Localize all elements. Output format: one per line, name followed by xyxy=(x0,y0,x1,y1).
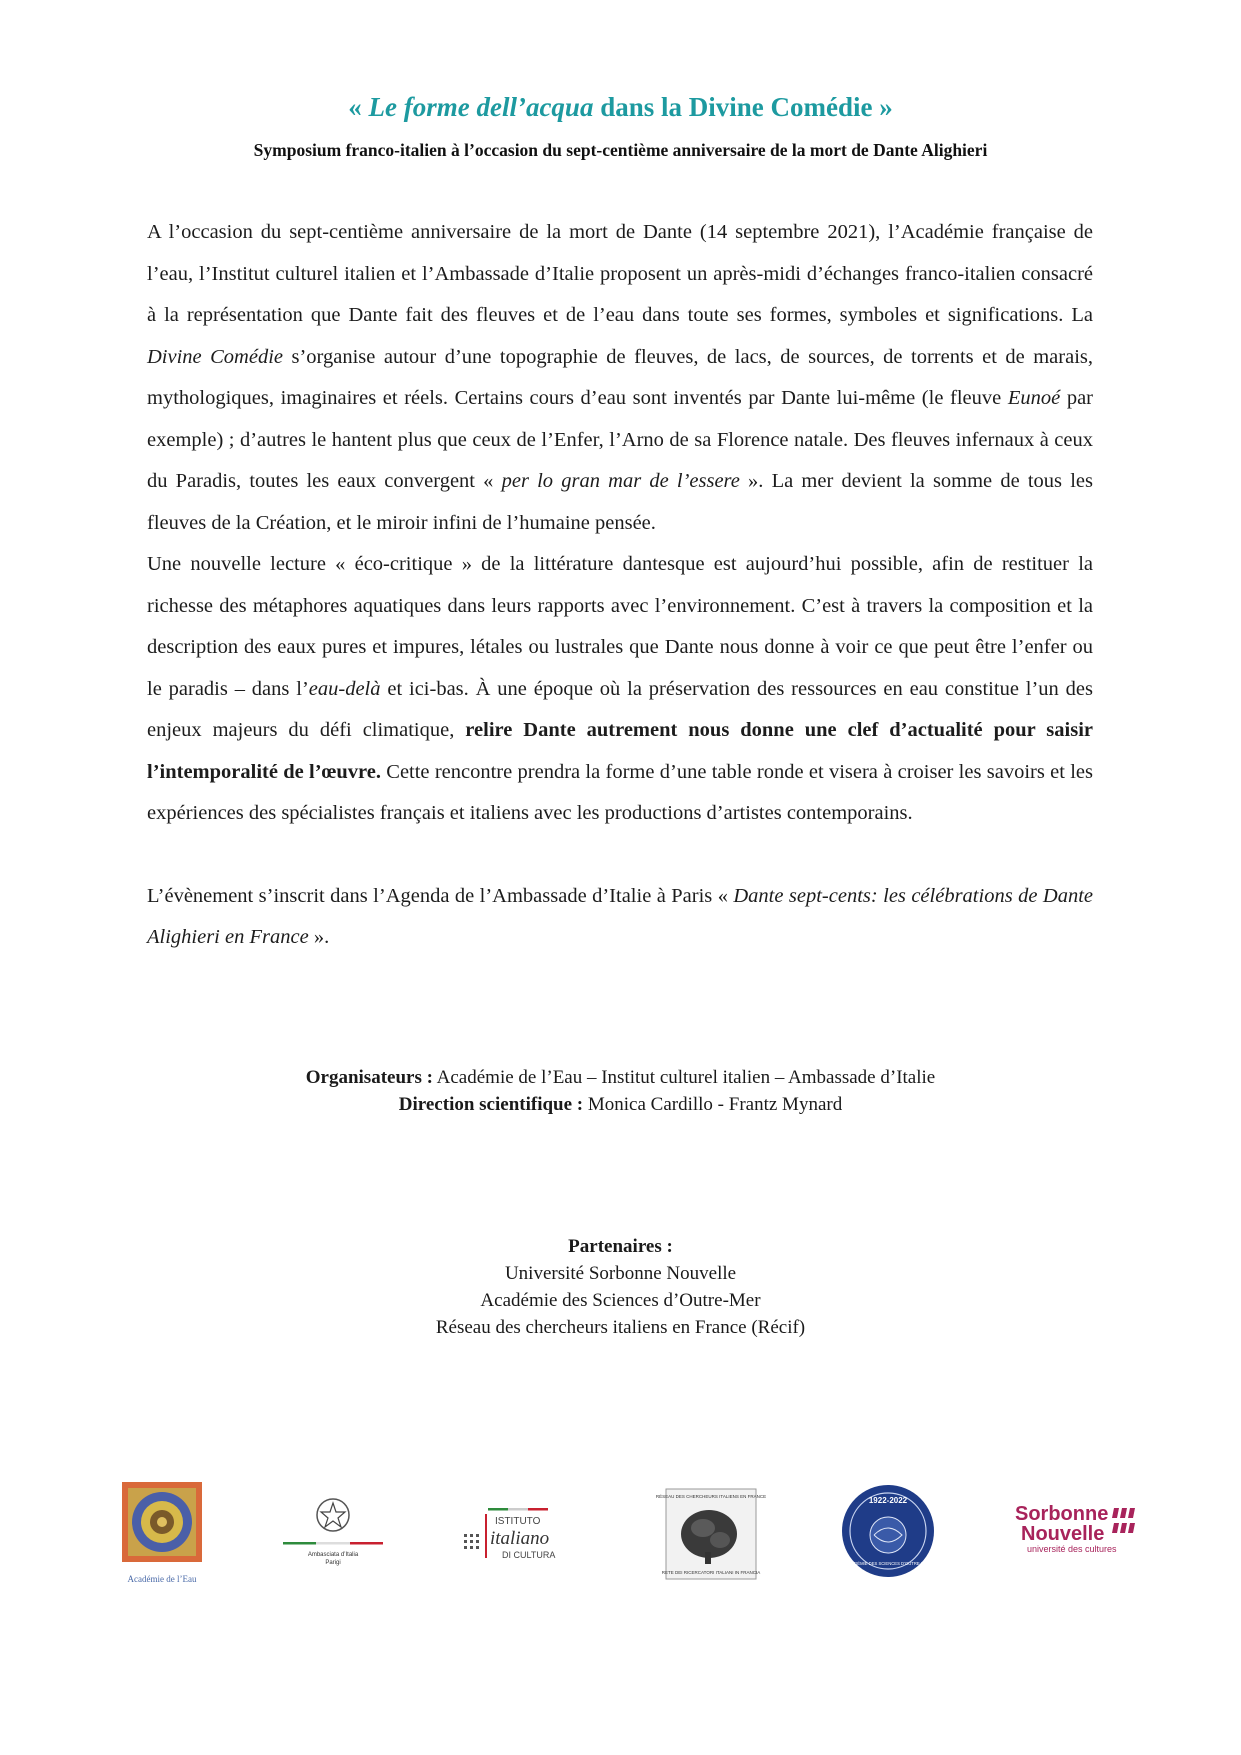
body-text xyxy=(147,212,1093,959)
svg-text:DI CULTURA: DI CULTURA xyxy=(502,1550,556,1560)
p2-segment: Une nouvelle lecture « éco-critique » de la littérature dantesque est aujourd’hui possible, afin de restituer la richesse des métaphores aquatiques dans leurs rapports avec l’environnement. C’est à travers la composition et la description des eaux pures et impures, létales ou lustrales que Dante nous donne à voir ce que peut être l’enfer ou le paradis – dans l’ xyxy=(147,553,1093,700)
organisers-line xyxy=(0,1064,1241,1091)
istituto-italiano-cultura-logo xyxy=(460,1502,580,1572)
p2-segment: et ici-bas. À une époque où la préservation des ressources en eau constitue l’un des enjeux majeurs du défi climatique, xyxy=(147,677,1093,741)
asom-logo xyxy=(840,1483,936,1579)
p3-segment: Dante sept-cents: les célébrations de Dante Alighieri en France xyxy=(147,884,1093,948)
recif-logo xyxy=(655,1488,767,1580)
svg-text:Académie de l’Eau: Académie de l’Eau xyxy=(127,1574,197,1584)
svg-text:RETE DEI RICERCATORI ITALIANI: RETE DEI RICERCATORI ITALIANI IN FRANCIA xyxy=(661,1570,761,1575)
direction-label: Direction scientifique : xyxy=(398,1094,584,1115)
title-quote-open: « xyxy=(348,92,369,122)
document-title xyxy=(0,92,1241,123)
p1-segment: ». La mer devient la somme de tous les fleuves de la Création, et le miroir infini de l’humaine pensée. xyxy=(147,470,1093,534)
p1-segment: Eunoé xyxy=(1007,387,1061,409)
sorbonne-nouvelle-logo xyxy=(1015,1498,1175,1568)
p2-segment: relire Dante autrement nous donne une clef d’actualité pour saisir l’intemporalité de l’œuvre. xyxy=(147,719,1094,783)
paragraph-1 xyxy=(147,212,1093,544)
direction-value: Monica Cardillo - Frantz Mynard xyxy=(583,1094,843,1115)
svg-text:Ambasciata d’Italia: Ambasciata d’Italia xyxy=(307,1552,359,1558)
paragraph-2 xyxy=(147,544,1093,835)
partner-item: Université Sorbonne Nouvelle xyxy=(504,1263,737,1284)
organisers-block xyxy=(0,1064,1241,1118)
partners-label: Partenaires : xyxy=(568,1236,673,1257)
title-italic: Le forme dell’acqua xyxy=(368,92,594,122)
ambasciata-italia-logo xyxy=(283,1490,383,1585)
p3-segment: ». xyxy=(308,926,330,948)
partners-block xyxy=(0,1233,1241,1341)
partner-item: Réseau des chercheurs italiens en France (Récif) xyxy=(435,1317,806,1338)
p1-segment: per lo gran mar de l’essere xyxy=(501,470,740,492)
p1-segment: Divine Comédie xyxy=(147,345,284,368)
partner-item: Académie des Sciences d’Outre-Mer xyxy=(480,1290,761,1311)
partner-logos xyxy=(0,1480,1241,1590)
academie-eau-logo xyxy=(110,1480,215,1590)
p2-segment: Cette rencontre prendra la forme d’une table ronde et visera à croiser les savoirs et les expériences des spécialistes français et italiens avec les productions d’artistes contemporains. xyxy=(147,760,1093,824)
p2-segment: eau-delà xyxy=(308,677,381,700)
svg-text:ISTITUTO: ISTITUTO xyxy=(495,1516,541,1527)
direction-line xyxy=(0,1091,1241,1118)
svg-text:RÉSEAU DES CHERCHEURS ITALIENS: RÉSEAU DES CHERCHEURS ITALIENS EN FRANCE xyxy=(655,1494,767,1499)
organisers-value: Académie de l’Eau – Institut culturel italien – Ambassade d’Italie xyxy=(432,1067,936,1088)
p1-segment: par exemple) ; d’autres le hantent plus que ceux de l’Enfer, l’Arno de sa Florence natale. Des fleuves infernaux à ceux du Paradis, toutes les eaux convergent « xyxy=(147,387,1093,492)
svg-text:ACADÉMIE DES SCIENCES D’OUTRE-: ACADÉMIE DES SCIENCES D’OUTRE-MER xyxy=(845,1561,931,1566)
p1-segment: A l’occasion du sept-centième anniversaire de la mort de Dante (14 septembre 2021), l’Académie française de l’eau, l’Institut culturel italien et l’Ambassade d’Italie proposent un après-midi d’échanges franco-italien consacré à la représentation que Dante fait des fleuves et de l’eau dans toute ses formes, symboles et significations. La xyxy=(147,221,1093,326)
p1-segment: s’organise autour d’une topographie de fleuves, de lacs, de sources, de torrents et de marais, mythologiques, imaginaires et réels. Certains cours d’eau sont inventés par Dante lui-même (le fleuve xyxy=(147,345,1094,409)
document-subtitle: Symposium franco-italien à l’occasion du sept-centième anniversaire de la mort de Dante Alighieri xyxy=(253,140,988,160)
title-rest: dans la Divine Comédie » xyxy=(593,92,893,122)
svg-text:Nouvelle: Nouvelle xyxy=(1021,1523,1105,1545)
svg-text:italiano: italiano xyxy=(490,1528,550,1549)
svg-text:université des cultures: université des cultures xyxy=(1027,1544,1117,1554)
p3-segment: L’évènement s’inscrit dans l’Agenda de l’Ambassade d’Italie à Paris « xyxy=(147,884,734,907)
svg-text:Parigi: Parigi xyxy=(325,1560,341,1566)
organisers-label: Organisateurs : xyxy=(305,1067,433,1088)
svg-text:1922-2022: 1922-2022 xyxy=(868,1496,908,1505)
svg-text:Sorbonne: Sorbonne xyxy=(1015,1503,1109,1525)
paragraph-3 xyxy=(147,876,1093,959)
